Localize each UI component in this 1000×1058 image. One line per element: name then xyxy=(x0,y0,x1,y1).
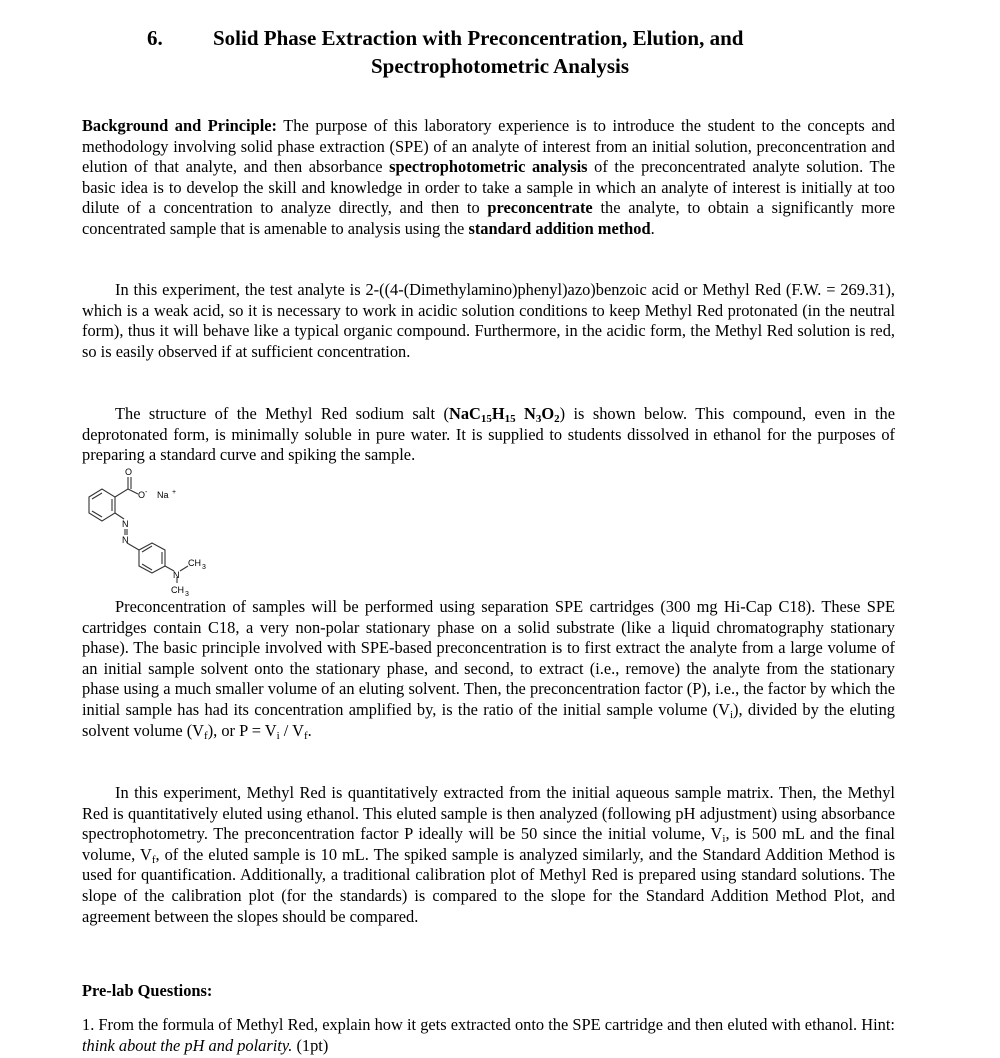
text-segment: ), divided by the eluting solvent volume (V xyxy=(82,699,895,740)
title-line-1: Solid Phase Extraction with Preconcentration, Elution, and xyxy=(213,26,744,50)
text-segment: O xyxy=(541,404,555,423)
prelab-question-1 xyxy=(82,1015,895,1056)
text-segment: preconcentrate xyxy=(487,198,593,218)
prelab-heading: Pre-lab Questions: xyxy=(82,981,213,1000)
text-segment: think about the pH and polarity. xyxy=(82,1035,293,1055)
text-segment: i xyxy=(729,708,734,721)
text-segment: CH xyxy=(171,585,184,595)
text-segment: 2 xyxy=(554,413,560,425)
text-segment: standard addition method xyxy=(468,218,651,238)
text-segment: 3 xyxy=(202,564,206,571)
text-segment: 15 xyxy=(480,413,492,425)
text-segment: i xyxy=(276,729,280,742)
text-segment: f xyxy=(204,729,208,742)
text-segment: f xyxy=(303,729,308,742)
text-segment: - xyxy=(145,489,148,496)
text-segment: , is 500 mL and the final volume, V xyxy=(82,824,895,864)
text-segment: Preconcentration of samples will be performed using separation SPE cartridges (300 mg Hi-Cap C18). These SPE cartridges contain C18, a very non-polar stationary phase on a solid substrate (like a liquid chromatography stationary phase). The basic principle involved with SPE-based preconcentration is to first extract the analyte from a large volume of an initial sample solvent onto the stationary phase, and second, to extract (i.e., remove) the analyte from the stationary phase using a much smaller volume of an eluting solvent. Then, the preconcentration factor (P), i.e., the factor by which the initial sample has had its concentration amplified by, is the ratio of the initial sample volume (V xyxy=(82,597,895,719)
text-segment: H xyxy=(491,404,505,423)
text-segment: In this experiment, Methyl Red is quantitatively extracted from the initial aqueous sample matrix. Then, the Methyl Red is quantitatively eluted using ethanol. This eluted sample is then analyzed (following pH adjustment) using absorbance spectrophotometry. The preconcentration factor P ideally will be 50 since the initial volume, V xyxy=(82,783,895,844)
background-label: Background and Principle: xyxy=(82,116,277,135)
text-segment: of the preconcentrated analyte solution. The basic idea is to develop the skill and knowledge in order to take a sample in which an analyte of interest is initially at too dilute of a concentration to analyze directly, and then to xyxy=(82,157,896,218)
text-segment: f xyxy=(151,853,156,866)
text-segment: is shown below. This compound, even in the deprotonated form, is minimally soluble in pure water. It is supplied to students dissolved in ethanol for the purposes of preparing a standard curve and spiking the sample. xyxy=(82,404,895,465)
preconcentration-paragraph xyxy=(82,597,895,741)
text-segment: N xyxy=(173,570,180,580)
text-segment: ) xyxy=(559,404,566,423)
text-segment: 3 xyxy=(185,591,189,598)
text-segment: N xyxy=(122,519,129,529)
sodium-ion: Na xyxy=(157,490,169,500)
methyl-red-structure xyxy=(84,463,214,598)
text-segment: 3 xyxy=(535,413,542,425)
text-segment: The purpose of this laboratory experience is to introduce the student to the concepts and methodology involving solid phase extraction (SPE) of an analyte of interest from an initial solution, preconcentration and elution of that analyte, and then absorbance xyxy=(82,116,895,177)
structure-paragraph xyxy=(82,404,895,466)
carbonyl-oxygen: O xyxy=(125,467,133,477)
text-segment: N xyxy=(515,404,536,423)
text-segment: + xyxy=(172,489,177,496)
text-segment: 1. From the formula of Methyl Red, explain how it gets extracted onto the SPE cartridge and then eluted with ethanol. Hint: xyxy=(82,1015,895,1034)
text-segment: 15 xyxy=(504,413,516,425)
text-segment: CH xyxy=(188,558,201,568)
text-segment: ), or P = V xyxy=(207,720,277,740)
text-segment: i xyxy=(722,833,726,846)
text-segment: O xyxy=(138,490,146,500)
text-segment: . xyxy=(307,720,312,740)
title-line-2: Spectrophotometric Analysis xyxy=(370,54,630,78)
text-segment: N xyxy=(122,535,129,545)
text-segment: The structure of the Methyl Red sodium salt ( xyxy=(115,404,449,423)
analyte-paragraph: In this experiment, the test analyte is 2-((4-(Dimethylamino)phenyl)azo)benzoic acid or Methyl Red (F.W. = 269.31), which is a weak acid, so it is necessary to work in acidic solution conditions to keep Methyl Red protonated (in the neutral form), thus it will behave like a typical organic compound. Furthermore, in the acidic form, the Methyl Red solution is red, so is easily observed if at sufficient concentration. xyxy=(82,280,895,361)
text-segment: NaC xyxy=(448,404,481,423)
section-number: 6. xyxy=(147,26,163,50)
text-segment: (1pt) xyxy=(292,1035,329,1055)
text-segment: the analyte, to obtain a significantly more concentrated sample that is amenable to analysis using the xyxy=(82,198,895,238)
text-segment: spectrophotometric analysis xyxy=(389,157,588,177)
text-segment: . xyxy=(650,218,655,238)
experiment-paragraph xyxy=(82,783,895,927)
text-segment: , of the eluted sample is 10 mL. The spiked sample is analyzed similarly, and the Standard Addition Method is used for quantification. Additionally, a traditional calibration plot of Methyl Red is prepared using standard solutions. The slope of the calibration plot (for the standards) is compared to the slope for the Standard Addition Method Plot, and agreement between the slopes should be compared. xyxy=(82,844,896,926)
background-paragraph xyxy=(82,116,895,240)
text-segment: / V xyxy=(279,720,304,740)
